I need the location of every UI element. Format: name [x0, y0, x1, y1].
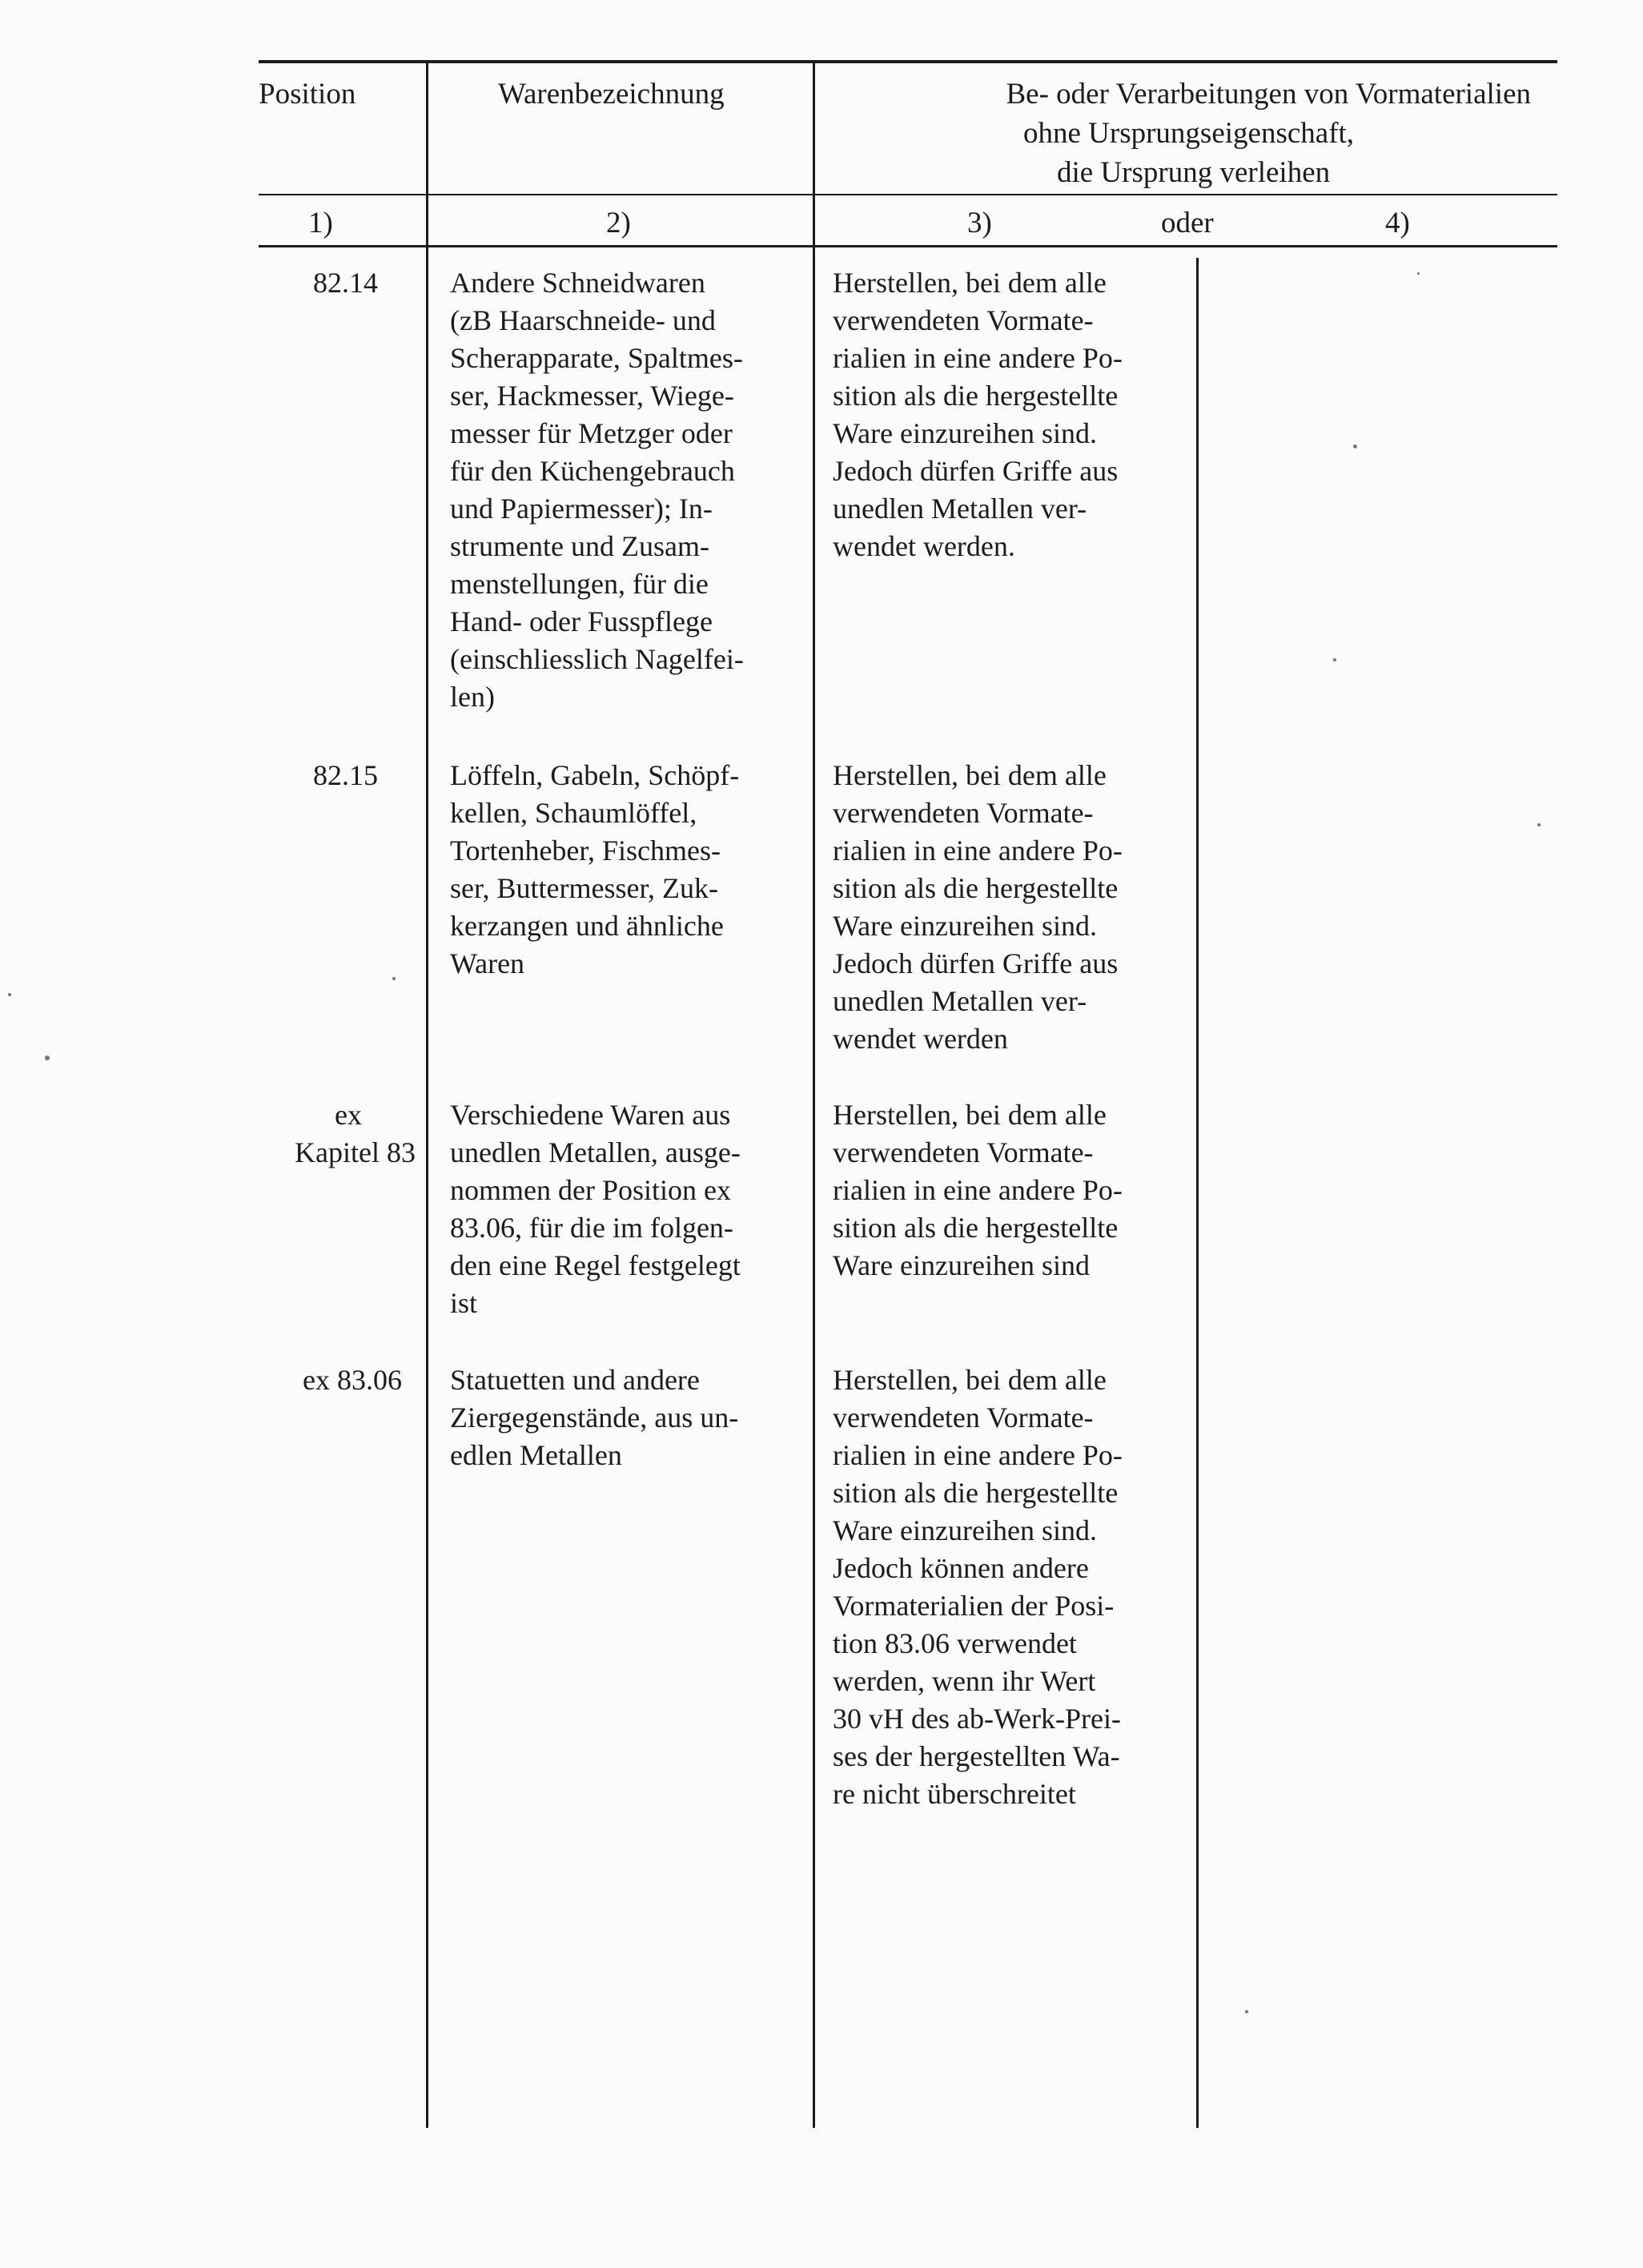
scan-speck — [1245, 2010, 1248, 2013]
row-description-line: messer für Metzger oder — [450, 417, 733, 449]
row-processing-line: verwendeten Vormate- — [833, 1401, 1094, 1434]
row-processing-line: Ware einzureihen sind — [833, 1249, 1090, 1281]
row-processing-line: Herstellen, bei dem alle — [833, 267, 1107, 299]
column-numbers-rule — [259, 245, 1557, 247]
header-processing-line-1: Be- oder Verarbeitungen von Vormaterialien — [1006, 78, 1531, 111]
row-processing-line: sition als die hergestellte — [833, 1212, 1119, 1244]
row-description-line: kellen, Schaumlöffel, — [450, 797, 697, 829]
row-description-line: strumente und Zusam- — [450, 530, 709, 562]
row-description-line: für den Küchengebrauch — [450, 455, 735, 487]
scan-speck — [1537, 823, 1541, 826]
row-processing-line: wendet werden — [833, 1023, 1008, 1055]
scan-speck — [8, 993, 11, 996]
scan-speck — [392, 977, 396, 980]
column-number-4: 4) — [1385, 207, 1410, 239]
row-processing-line: Jedoch dürfen Griffe aus — [833, 947, 1119, 979]
header-bottom-rule — [259, 194, 1557, 195]
row-processing-line: Ware einzureihen sind. — [833, 910, 1097, 942]
column-divider-3 — [1196, 258, 1199, 2128]
row-description-line: Verschiedene Waren aus — [450, 1099, 731, 1131]
row-processing-line: 30 vH des ab-Werk-Prei- — [833, 1703, 1121, 1735]
row-description-line: und Papiermesser); In- — [450, 493, 713, 525]
row-description-line: (einschliesslich Nagelfei- — [450, 643, 744, 675]
scan-speck — [45, 1056, 50, 1060]
row-position: Kapitel 83 — [295, 1136, 416, 1168]
row-description-line: kerzangen und ähnliche — [450, 910, 724, 942]
table-top-rule — [259, 60, 1557, 63]
scan-speck — [1417, 272, 1420, 275]
row-processing-line: sition als die hergestellte — [833, 380, 1119, 412]
row-processing-line: Jedoch können andere — [833, 1552, 1089, 1584]
header-processing-line-2: ohne Ursprungseigenschaft, — [1023, 117, 1355, 150]
row-processing-line: unedlen Metallen ver- — [833, 493, 1087, 525]
row-processing-line: Ware einzureihen sind. — [833, 417, 1097, 449]
row-processing-line: Jedoch dürfen Griffe aus — [833, 455, 1119, 487]
header-description: Warenbezeichnung — [498, 78, 725, 111]
row-processing-line: rialien in eine andere Po- — [833, 834, 1123, 867]
row-position: 82.14 — [313, 267, 378, 299]
row-processing-line: verwendeten Vormate- — [833, 1136, 1094, 1168]
row-description-line: Scherapparate, Spaltmes- — [450, 342, 743, 374]
row-description-line: den eine Regel festgelegt — [450, 1249, 741, 1281]
scan-speck — [1353, 444, 1357, 448]
column-divider-1 — [426, 62, 428, 2128]
row-description-line: ser, Hackmesser, Wiege- — [450, 380, 734, 412]
row-processing-line: Herstellen, bei dem alle — [833, 1099, 1107, 1131]
row-description-line: ser, Buttermesser, Zuk- — [450, 872, 719, 904]
row-processing-line: Vormaterialien der Posi- — [833, 1590, 1115, 1622]
row-description-line: 83.06, für die im folgen- — [450, 1212, 733, 1244]
row-processing-line: verwendeten Vormate- — [833, 797, 1094, 829]
row-processing-line: sition als die hergestellte — [833, 1477, 1119, 1509]
row-description-line: unedlen Metallen, ausge- — [450, 1136, 741, 1168]
row-description-line: Ziergegenstände, aus un- — [450, 1401, 739, 1434]
header-position: Position — [259, 78, 356, 111]
column-or-label: oder — [1161, 207, 1214, 239]
row-description-line: Waren — [450, 947, 525, 979]
header-processing-line-3: die Ursprung verleihen — [1057, 156, 1331, 189]
row-processing-line: Ware einzureihen sind. — [833, 1514, 1097, 1546]
column-divider-2 — [813, 62, 815, 2128]
row-description-line: ist — [450, 1287, 478, 1319]
column-number-2: 2) — [606, 207, 631, 239]
row-processing-line: re nicht überschreitet — [833, 1778, 1076, 1810]
row-processing-line: rialien in eine andere Po- — [833, 1439, 1123, 1471]
row-description-line: Löffeln, Gabeln, Schöpf- — [450, 759, 740, 791]
row-position: 82.15 — [313, 759, 378, 791]
row-position: ex 83.06 — [303, 1364, 402, 1396]
row-description-line: Hand- oder Fusspflege — [450, 605, 713, 637]
row-processing-line: tion 83.06 verwendet — [833, 1627, 1077, 1659]
row-processing-line: ses der hergestellten Wa- — [833, 1740, 1120, 1772]
row-description-line: Statuetten und andere — [450, 1364, 700, 1396]
column-number-1: 1) — [308, 207, 333, 239]
row-description-line: Andere Schneidwaren — [450, 267, 705, 299]
row-description-line: (zB Haarschneide- und — [450, 304, 716, 336]
row-processing-line: Herstellen, bei dem alle — [833, 1364, 1107, 1396]
row-position: ex — [335, 1099, 362, 1131]
row-description-line: menstellungen, für die — [450, 568, 709, 600]
row-description-line: edlen Metallen — [450, 1439, 622, 1471]
row-processing-line: rialien in eine andere Po- — [833, 1174, 1123, 1206]
scan-speck — [1333, 658, 1336, 662]
row-description-line: nommen der Position ex — [450, 1174, 731, 1206]
column-number-3: 3) — [967, 207, 992, 239]
row-processing-line: verwendeten Vormate- — [833, 304, 1094, 336]
row-processing-line: sition als die hergestellte — [833, 872, 1119, 904]
row-processing-line: Herstellen, bei dem alle — [833, 759, 1107, 791]
row-description-line: len) — [450, 681, 495, 713]
row-processing-line: wendet werden. — [833, 530, 1015, 562]
row-processing-line: werden, wenn ihr Wert — [833, 1665, 1096, 1697]
row-description-line: Tortenheber, Fischmes- — [450, 834, 721, 867]
row-processing-line: unedlen Metallen ver- — [833, 985, 1087, 1017]
row-processing-line: rialien in eine andere Po- — [833, 342, 1123, 374]
